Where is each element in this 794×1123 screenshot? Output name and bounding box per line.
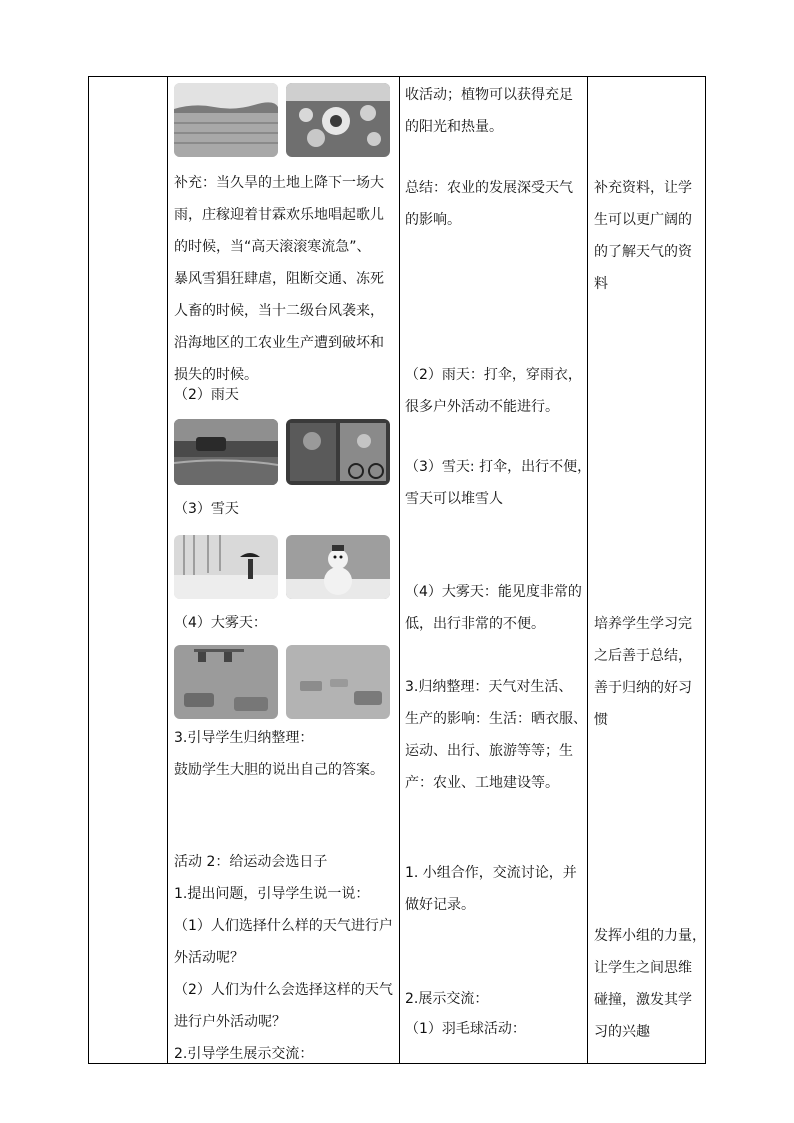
harvest-line-1: 收活动；植物可以获得充足	[405, 87, 573, 103]
snow-answer-line-2: 雪天可以堆雪人	[405, 491, 503, 507]
group-note-line-2: 让学生之间思维	[594, 960, 692, 976]
group-note-line-3: 碰撞，激发其学	[594, 992, 692, 1008]
show-line-2: （1）羽毛球活动：	[405, 1021, 526, 1037]
group-line-2: 做好记录。	[405, 897, 475, 913]
snow-heading: （3）雪天	[174, 501, 239, 517]
group-note-line-1: 发挥小组的力量，	[594, 928, 706, 944]
summary-line-1: 总结：农业的发展深受天气	[405, 180, 573, 196]
activity2-line-3: （1）人们选择什么样的天气进行户	[174, 918, 393, 934]
activity2-line-2: 1.提出问题，引导学生说一说：	[174, 886, 370, 902]
habit-note-line-4: 惯	[594, 712, 608, 728]
activity2-line-6: 进行户外活动呢？	[174, 1014, 286, 1030]
supplement-line-3: 的时候，当“高天滚滚寒流急”、	[174, 239, 371, 255]
supplement-line-4: 暴风雪猖狂肆虐，阻断交通、冻死	[174, 271, 384, 287]
show-line-1: 2.展示交流：	[405, 991, 489, 1007]
guide-line-2: 鼓励学生大胆的说出自己的答案。	[174, 762, 384, 778]
foggy-intersection-photo	[174, 645, 278, 719]
habit-note-line-1: 培养学生学习完	[594, 616, 692, 632]
rain-answer-line-1: （2）雨天：打伞，穿雨衣，	[405, 367, 582, 383]
column-divider-3	[587, 77, 588, 1063]
group-note-line-4: 习的兴趣	[594, 1024, 650, 1040]
summary-line-2: 的影响。	[405, 212, 461, 228]
activity2-line-7: 2.引导学生展示交流：	[174, 1046, 314, 1062]
supplement-line-6: 沿海地区的工农业生产遭到破坏和	[174, 335, 384, 351]
rainy-street-photo	[174, 419, 278, 485]
farmland-photo	[174, 83, 278, 157]
activity2-line-4: 外活动呢？	[174, 950, 244, 966]
snowman-photo	[286, 535, 390, 599]
habit-note-line-2: 之后善于总结，	[594, 648, 692, 664]
supplement-line-1: 补充：当久旱的土地上降下一场大	[174, 175, 384, 191]
supplement-note-line-3: 的了解天气的资	[594, 244, 692, 260]
group-line-1: 1. 小组合作，交流讨论，并	[405, 865, 577, 881]
column-divider-1	[167, 77, 168, 1063]
lesson-table	[88, 76, 706, 1064]
rain-cyclists-photo	[286, 419, 390, 485]
fog-answer-line-2: 低，出行非常的不便。	[405, 616, 545, 632]
activity2-line-5: （2）人们为什么会选择这样的天气	[174, 982, 393, 998]
fog-answer-line-1: （4）大雾天：能见度非常的	[405, 584, 582, 600]
rain-answer-line-2: 很多户外活动不能进行。	[405, 399, 559, 415]
fog-heading: （4）大雾天：	[174, 615, 267, 631]
supplement-note-line-2: 生可以更广阔的	[594, 212, 692, 228]
snowy-road-photo	[174, 535, 278, 599]
foggy-road-photo	[286, 645, 390, 719]
supplement-note-line-4: 料	[594, 276, 608, 292]
habit-note-line-3: 善于归纳的好习	[594, 680, 692, 696]
supplement-line-7: 损失的时候。	[174, 367, 258, 383]
rain-heading: （2）雨天	[174, 387, 239, 403]
guide-line-1: 3.引导学生归纳整理：	[174, 730, 314, 746]
supplement-line-5: 人畜的时候，当十二级台风袭来，	[174, 303, 384, 319]
summary3-line-2: 生产的影响：生活：晒衣服、	[405, 711, 587, 727]
snow-answer-line-1: （3）雪天: 打伞，出行不便，	[405, 459, 592, 475]
summary3-line-1: 3.归纳整理：天气对生活、	[405, 679, 573, 695]
summary3-line-3: 运动、出行、旅游等等；生	[405, 743, 573, 759]
harvest-line-2: 的阳光和热量。	[405, 119, 503, 135]
supplement-line-2: 雨，庄稼迎着甘霖欢乐地唱起歌儿	[174, 207, 384, 223]
column-divider-2	[399, 77, 400, 1063]
supplement-note-line-1: 补充资料，让学	[594, 180, 692, 196]
sunflower-photo	[286, 83, 390, 157]
activity2-line-1: 活动 2：给运动会选日子	[174, 854, 328, 870]
summary3-line-4: 产：农业、工地建设等。	[405, 775, 559, 791]
